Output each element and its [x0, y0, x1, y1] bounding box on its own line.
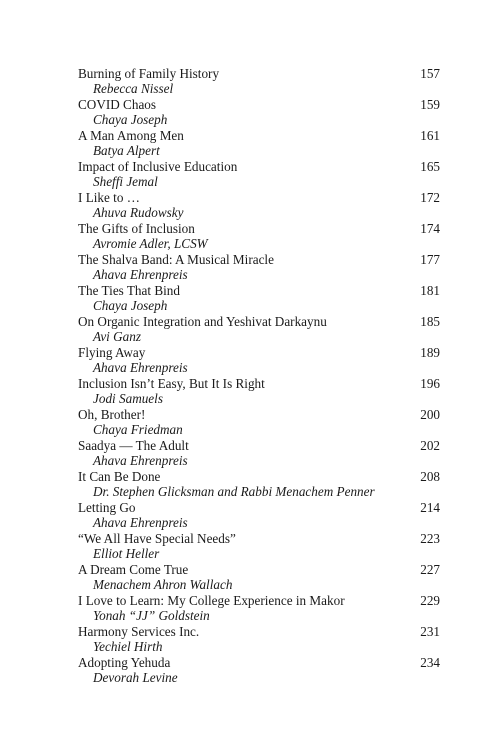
toc-entry	[78, 376, 440, 407]
toc-entry-title: The Shalva Band: A Musical Miracle	[78, 252, 274, 267]
toc-entry-author: Batya Alpert	[93, 143, 160, 158]
toc-entry	[78, 655, 440, 686]
toc-entry	[78, 283, 440, 314]
toc-entry-title: Saadya — The Adult	[78, 438, 189, 453]
toc-entry-title: I Love to Learn: My College Experience in Makor	[78, 593, 345, 608]
toc-entry-page: 229	[420, 593, 440, 608]
toc-entry-page: 227	[420, 562, 440, 577]
toc-entry	[78, 128, 440, 159]
toc-entry	[78, 314, 440, 345]
toc-entry-author: Dr. Stephen Glicksman and Rabbi Menachem Penner	[93, 484, 375, 499]
toc-entry-author: Chaya Joseph	[93, 298, 168, 313]
toc-entry-title: Letting Go	[78, 500, 136, 515]
toc-entry	[78, 345, 440, 376]
toc-entry-author: Ahava Ehrenpreis	[93, 267, 188, 282]
toc-entry-author: Ahava Ehrenpreis	[93, 360, 188, 375]
toc-entry-page: 165	[420, 159, 440, 174]
toc-entry-page: 177	[420, 252, 440, 267]
toc-entry	[78, 469, 440, 500]
table-of-contents	[78, 66, 440, 686]
toc-entry	[78, 593, 440, 624]
toc-entry-page: 234	[420, 655, 440, 670]
toc-entry	[78, 531, 440, 562]
toc-entry-title: Harmony Services Inc.	[78, 624, 200, 639]
toc-entry	[78, 624, 440, 655]
toc-entry-title: On Organic Integration and Yeshivat Darkaynu	[78, 314, 327, 329]
toc-entry-author: Avi Ganz	[93, 329, 141, 344]
toc-entry-page: 172	[420, 190, 440, 205]
toc-entry-author: Yonah “JJ” Goldstein	[93, 608, 210, 623]
toc-entry-page: 174	[420, 221, 440, 236]
toc-entry-title: Adopting Yehuda	[78, 655, 171, 670]
toc-entry-page: 202	[420, 438, 440, 453]
toc-entry	[78, 500, 440, 531]
toc-entry-page: 208	[420, 469, 440, 484]
toc-entry-title: It Can Be Done	[78, 469, 161, 484]
toc-entry-title: The Gifts of Inclusion	[78, 221, 195, 236]
toc-entry-author: Sheffi Jemal	[93, 174, 158, 189]
toc-entry-page: 181	[420, 283, 440, 298]
toc-entry-title: A Dream Come True	[78, 562, 189, 577]
toc-entry-author: Ahava Ehrenpreis	[93, 515, 188, 530]
toc-entry-title: Oh, Brother!	[78, 407, 146, 422]
toc-entry-author: Menachem Ahron Wallach	[93, 577, 233, 592]
toc-entry-title: A Man Among Men	[78, 128, 184, 143]
toc-entry-page: 231	[420, 624, 440, 639]
toc-entry-page: 185	[420, 314, 440, 329]
toc-entry-title: Impact of Inclusive Education	[78, 159, 238, 174]
toc-entry-author: Chaya Friedman	[93, 422, 183, 437]
toc-entry-page: 196	[420, 376, 440, 391]
toc-entry-title: Flying Away	[78, 345, 146, 360]
toc-entry-title: COVID Chaos	[78, 97, 157, 112]
toc-entry-page: 189	[420, 345, 440, 360]
toc-entry	[78, 97, 440, 128]
toc-entry	[78, 252, 440, 283]
toc-entry-title: Burning of Family History	[78, 66, 220, 81]
toc-entry-author: Ahuva Rudowsky	[93, 205, 184, 220]
toc-entry-page: 161	[420, 128, 440, 143]
toc-entry	[78, 221, 440, 252]
toc-entry-page: 157	[420, 66, 440, 81]
toc-entry-page: 223	[420, 531, 440, 546]
toc-entry-author: Rebecca Nissel	[93, 81, 174, 96]
toc-entry-author: Devorah Levine	[93, 670, 178, 685]
toc-entry	[78, 562, 440, 593]
toc-entry-author: Yechiel Hirth	[93, 639, 163, 654]
toc-entry-author: Jodi Samuels	[93, 391, 163, 406]
toc-entry-title: I Like to …	[78, 190, 140, 205]
toc-entry-title: The Ties That Bind	[78, 283, 180, 298]
toc-entry	[78, 407, 440, 438]
toc-entry-author: Chaya Joseph	[93, 112, 168, 127]
toc-entry-title: Inclusion Isn’t Easy, But It Is Right	[78, 376, 265, 391]
toc-entry	[78, 159, 440, 190]
toc-entry-page: 214	[420, 500, 440, 515]
toc-entry-author: Ahava Ehrenpreis	[93, 453, 188, 468]
toc-entry-author: Elliot Heller	[93, 546, 160, 561]
toc-entry	[78, 66, 440, 97]
toc-entry-page: 159	[420, 97, 440, 112]
toc-entry-page: 200	[420, 407, 440, 422]
toc-entry	[78, 190, 440, 221]
toc-entry-title: “We All Have Special Needs”	[78, 531, 236, 546]
toc-entry	[78, 438, 440, 469]
toc-entry-author: Avromie Adler, LCSW	[93, 236, 208, 251]
